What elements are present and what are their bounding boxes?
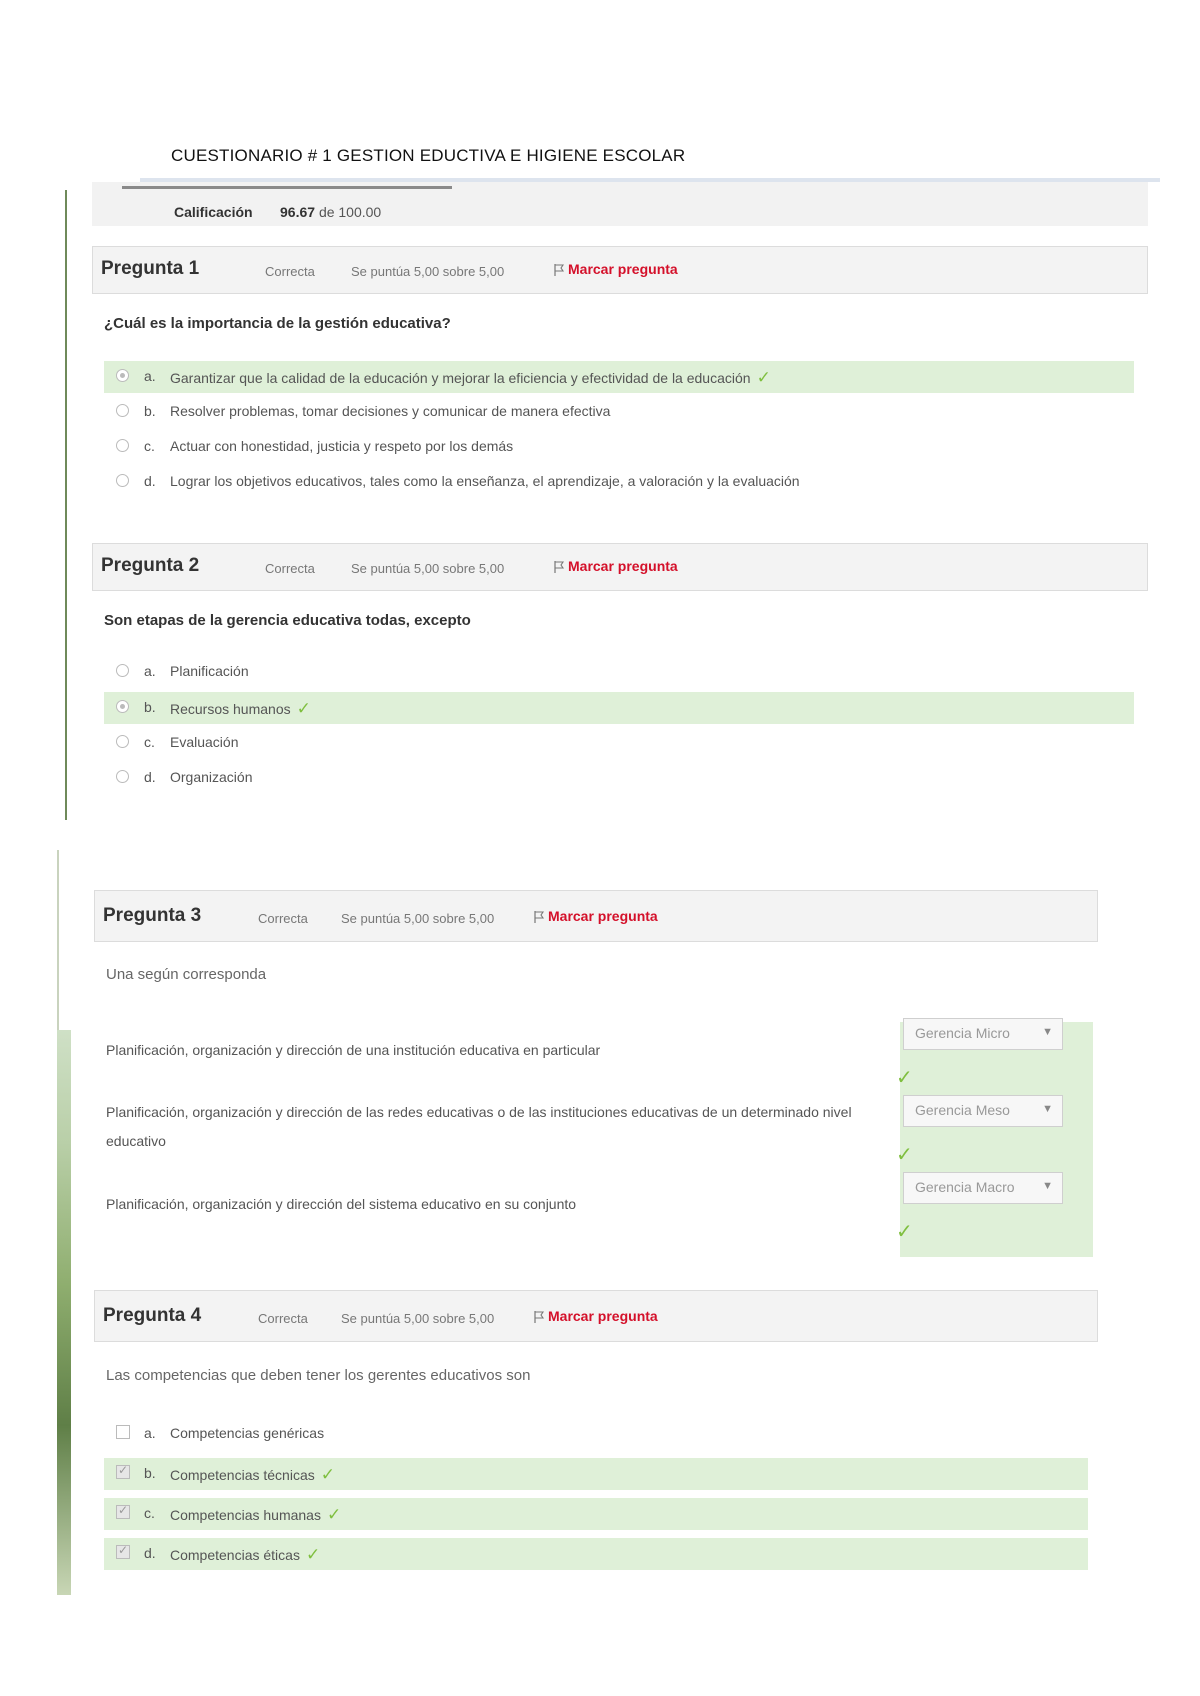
question-1-header [92,246,1148,294]
flag-icon [553,560,565,574]
flag-icon [553,263,565,277]
checkbox[interactable] [116,1545,130,1559]
chevron-down-icon: ▼ [1042,1180,1053,1192]
option-text: Competencias genéricas [170,1425,325,1441]
question-score: Se puntúa 5,00 sobre 5,00 [341,1311,495,1326]
answer-option[interactable] [104,1498,1088,1530]
question-title: Pregunta 4 [103,1305,202,1326]
match-prompt: Planificación, organización y dirección del sistema educativo en su conjunto [106,1196,577,1212]
question-4-header [94,1290,1098,1342]
radio-button[interactable] [116,474,129,487]
correct-check-icon: ✓ [320,1465,335,1484]
option-letter: c. [144,734,155,750]
question-2-header [92,543,1148,591]
attempt-summary [92,182,1148,226]
option-letter: c. [144,1505,155,1521]
option-text: Competencias humanas ✓ [170,1505,342,1524]
chevron-down-icon: ▼ [1042,1026,1053,1038]
background-photo-strip [57,1030,71,1595]
question-score: Se puntúa 5,00 sobre 5,00 [351,264,505,279]
option-text: Garantizar que la calidad de la educación y mejorar la eficiencia y efectividad de la educación ✓ [170,368,771,387]
match-prompt: Planificación, organización y dirección de las redes educativas o de las instituciones educativas de un determinado nivel educativo [106,1104,852,1149]
correct-check-icon: ✓ [296,699,311,718]
cropped-summary-row [122,182,542,192]
question-2-text: Son etapas de la gerencia educativa todas, excepto [104,612,471,629]
flag-question-button[interactable]: Marcar pregunta [553,261,678,277]
answer-option[interactable] [104,762,1134,794]
option-letter: c. [144,438,155,454]
radio-button[interactable] [116,735,129,748]
option-letter: b. [144,699,156,715]
answer-option[interactable] [104,1418,1088,1450]
option-letter: d. [144,473,156,489]
checkbox[interactable] [116,1505,130,1519]
left-edge-line [65,190,67,820]
option-text: Lograr los objetivos educativos, tales como la enseñanza, el aprendizaje, a valoración y la evaluación [170,473,800,489]
question-state: Correcta [258,911,308,926]
question-state: Correcta [265,561,315,576]
flag-question-button[interactable]: Marcar pregunta [553,558,678,574]
option-text: Competencias éticas ✓ [170,1545,321,1564]
flag-question-button[interactable]: Marcar pregunta [533,1308,658,1324]
match-answers-panel [900,1022,1093,1257]
question-title: Pregunta 3 [103,905,202,926]
question-1-text: ¿Cuál es la importancia de la gestión educativa? [104,315,451,332]
answer-option[interactable] [104,466,1134,498]
flag-icon [533,910,545,924]
match-prompt: Planificación, organización y dirección de una institución educativa en particular [106,1042,601,1058]
document-title: CUESTIONARIO # 1 GESTION EDUCTIVA E HIGIENE ESCOLAR [171,146,686,165]
answer-option[interactable] [104,656,1134,688]
flag-icon [533,1310,545,1324]
radio-button[interactable] [116,439,129,452]
radio-button[interactable] [116,369,129,382]
checkbox[interactable] [116,1465,130,1479]
question-state: Correcta [258,1311,308,1326]
question-state: Correcta [265,264,315,279]
question-3-header [94,890,1098,942]
correct-check-icon: ✓ [896,1067,913,1089]
radio-button[interactable] [116,664,129,677]
match-select[interactable]: Gerencia Micro ▼ [903,1018,1063,1050]
option-text: Actuar con honestidad, justicia y respeto por los demás [170,438,514,454]
flag-question-button[interactable]: Marcar pregunta [533,908,658,924]
correct-check-icon: ✓ [326,1505,342,1524]
option-text: Planificación [170,663,249,679]
option-text: Resolver problemas, tomar decisiones y comunicar de manera efectiva [170,403,611,419]
match-select[interactable]: Gerencia Meso ▼ [903,1095,1063,1127]
correct-check-icon: ✓ [896,1221,913,1243]
option-letter: d. [144,769,156,785]
option-letter: a. [144,368,156,384]
correct-check-icon: ✓ [896,1144,913,1166]
question-title: Pregunta 1 [101,258,200,279]
question-score: Se puntúa 5,00 sobre 5,00 [351,561,505,576]
option-letter: a. [144,1425,156,1441]
answer-option[interactable] [104,727,1134,759]
answer-option[interactable] [104,1458,1088,1490]
answer-option[interactable] [104,692,1134,724]
question-3-text: Una según corresponda [106,966,267,983]
correct-check-icon: ✓ [305,1545,321,1564]
match-select[interactable]: Gerencia Macro ▼ [903,1172,1063,1204]
option-text: Competencias técnicas ✓ [170,1465,335,1484]
question-4-text: Las competencias que deben tener los gerentes educativos son [106,1367,531,1384]
radio-button[interactable] [116,404,129,417]
question-title: Pregunta 2 [101,555,200,576]
answer-option[interactable] [104,396,1134,428]
answer-option[interactable] [104,431,1134,463]
question-score: Se puntúa 5,00 sobre 5,00 [341,911,495,926]
option-letter: d. [144,1545,156,1561]
radio-button[interactable] [116,700,129,713]
grade-value: 96.67 de 100.00 [280,204,382,220]
option-letter: b. [144,403,156,419]
chevron-down-icon: ▼ [1042,1103,1053,1115]
option-text: Recursos humanos ✓ [170,699,311,718]
option-letter: b. [144,1465,156,1481]
checkbox[interactable] [116,1425,130,1439]
option-letter: a. [144,663,156,679]
grade-label: Calificación [174,204,253,220]
answer-option[interactable] [104,1538,1088,1570]
answer-option[interactable] [104,361,1134,393]
option-text: Evaluación [170,734,239,750]
correct-check-icon: ✓ [756,368,771,387]
option-text: Organización [170,769,253,785]
radio-button[interactable] [116,770,129,783]
